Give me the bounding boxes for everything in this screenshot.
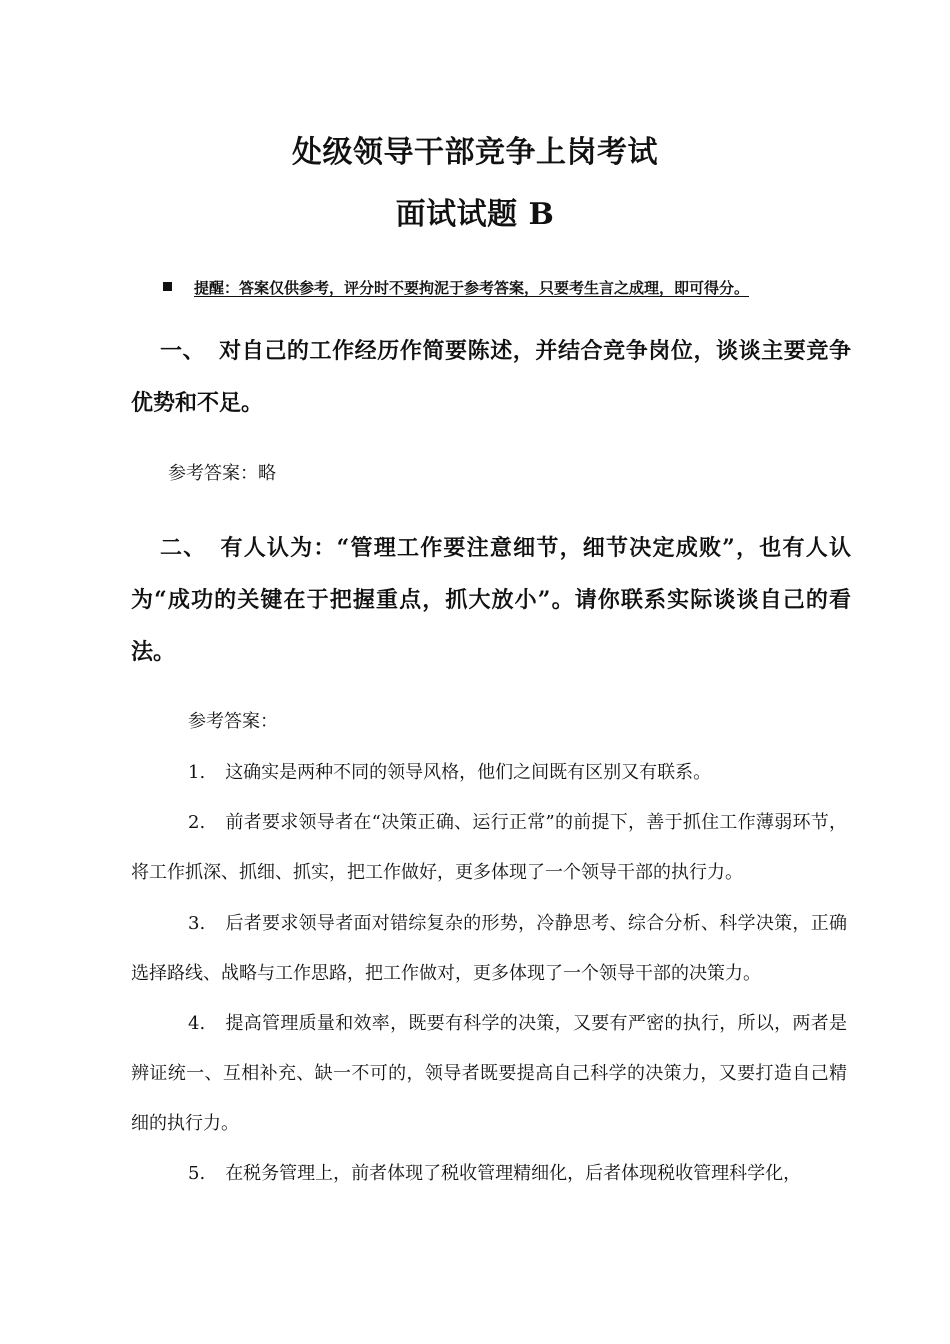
answer-item-number: 5. [188,1163,206,1184]
question-text: 有人认为：“管理工作要注意细节，细节决定成败”，也有人认为“成功的关键在于把握重点，抓大放小”。请你联系实际谈谈自己的看法。 [131,535,851,665]
answer-label: 参考答案： [188,711,278,732]
document-title: 处级领导干部竞争上岗考试 [292,135,658,170]
document-subtitle: 面试试题 B [395,197,555,232]
question-text: 对自己的工作经历作简要陈述，并结合竞争岗位，谈谈主要竞争优势和不足。 [131,338,851,416]
answer-item-text: 这确实是两种不同的领导风格，他们之间既有区别又有联系。 [225,762,712,783]
answer-item [131,999,847,1149]
answer-item-text: 在税务管理上，前者体现了税收管理精细化，后者体现税收管理科学化， [225,1163,802,1184]
answer-item [131,1149,847,1199]
question-2 [131,522,851,678]
answer-item [131,748,847,798]
answer-item-text: 前者要求领导者在“决策正确、运行正常”的前提下，善于抓住工作薄弱环节，将工作抓深、抓细、抓实，把工作做好，更多体现了一个领导干部的执行力。 [131,812,847,883]
question-number: 一、 [160,338,206,364]
answer-item-number: 2. [188,812,206,833]
answer-label: 参考答案：略 [168,463,276,484]
notice-text: 提醒：答案仅供参考，评分时不要拘泥于参考答案，只要考生言之成理，即可得分。 [194,279,750,297]
question-number: 二、 [160,535,207,561]
answer-item-number: 3. [188,913,206,934]
answer-item-text: 后者要求领导者面对错综复杂的形势，冷静思考、综合分析、科学决策，正确选择路线、战略与工作思路，把工作做对，更多体现了一个领导干部的决策力。 [131,913,847,984]
answer-item [131,798,847,898]
question-1 [131,325,851,429]
answer-item-text: 提高管理质量和效率，既要有科学的决策，又要有严密的执行，所以，两者是辨证统一、互相补充、缺一不可的，领导者既要提高自己科学的决策力，又要打造自己精细的执行力。 [131,1013,847,1134]
square-bullet-icon [163,282,172,291]
answer-item-number: 4. [188,1013,206,1034]
answer-item-number: 1. [188,762,206,783]
answer-item [131,899,847,999]
notice [163,277,863,299]
